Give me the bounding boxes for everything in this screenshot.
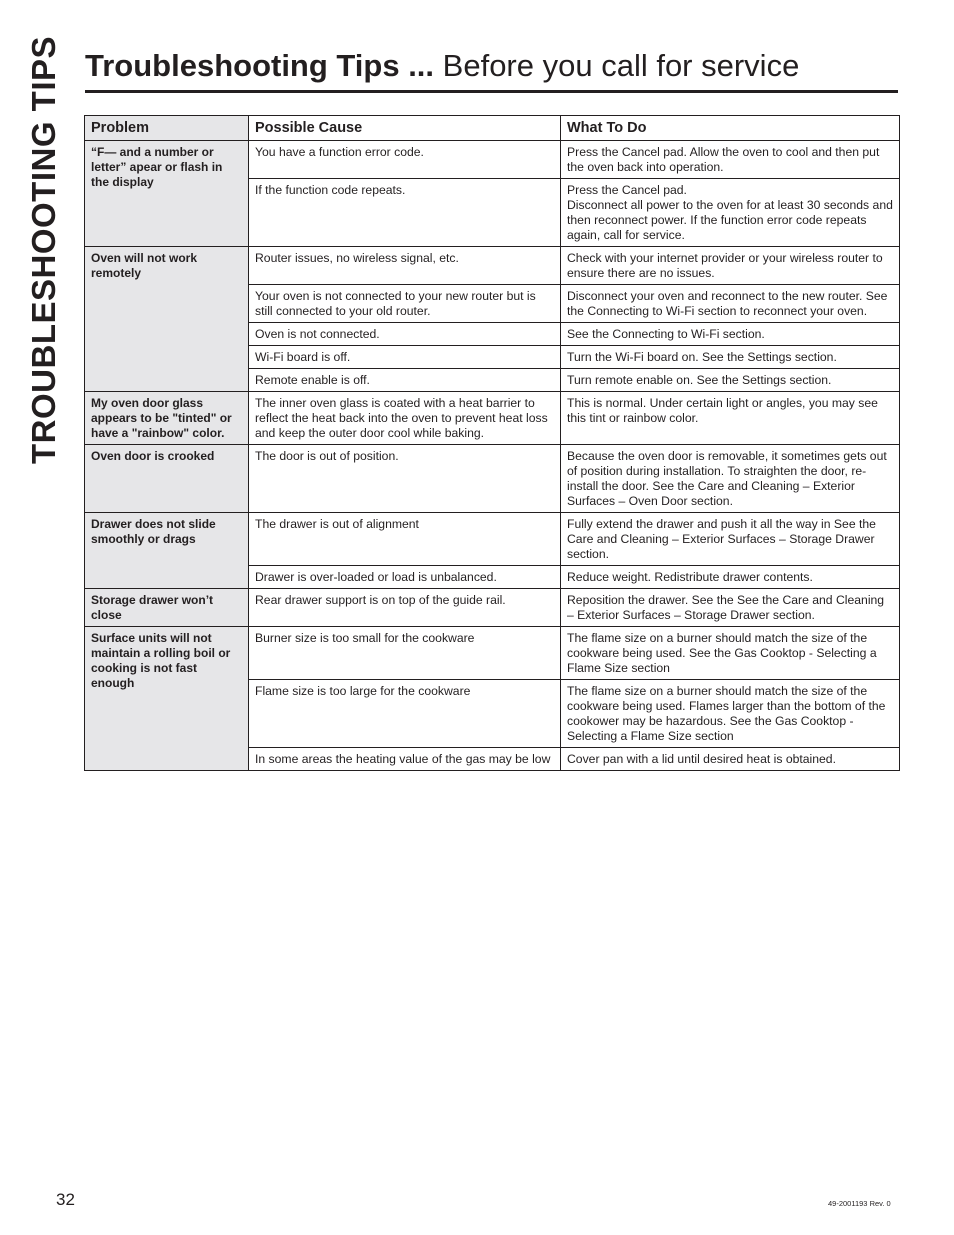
- todo-cell: Disconnect your oven and reconnect to the new router. See the Connecting to Wi-Fi section to reconnect your oven.: [561, 285, 900, 323]
- page-title-bold: Troubleshooting Tips ...: [85, 48, 435, 83]
- table-row: [85, 627, 900, 680]
- table-row: [85, 445, 900, 513]
- table-header-row: [85, 116, 900, 141]
- todo-cell: This is normal. Under certain light or angles, you may see this tint or rainbow color.: [561, 392, 900, 445]
- problem-cell: Oven door is crooked: [85, 445, 249, 513]
- cause-cell: Rear drawer support is on top of the guide rail.: [249, 589, 561, 627]
- column-header-todo: What To Do: [561, 116, 900, 141]
- side-section-tab: [25, 35, 63, 465]
- cause-cell: The drawer is out of alignment: [249, 513, 561, 566]
- todo-cell: Turn the Wi-Fi board on. See the Settings section.: [561, 346, 900, 369]
- table-row: [85, 589, 900, 627]
- table-body: [85, 141, 900, 771]
- table-row: [85, 513, 900, 566]
- troubleshooting-table: [84, 115, 900, 771]
- todo-cell: The flame size on a burner should match the size of the cookware being used. See the Gas Cooktop - Selecting a Flame Size section: [561, 627, 900, 680]
- problem-cell: Storage drawer won’t close: [85, 589, 249, 627]
- problem-cell: “F— and a number or letter” apear or flash in the display: [85, 141, 249, 247]
- todo-cell: Reposition the drawer. See the See the Care and Cleaning – Exterior Surfaces – Storage Drawer section.: [561, 589, 900, 627]
- problem-cell: My oven door glass appears to be "tinted" or have a "rainbow" color.: [85, 392, 249, 445]
- cause-cell: Router issues, no wireless signal, etc.: [249, 247, 561, 285]
- cause-cell: In some areas the heating value of the gas may be low: [249, 748, 561, 771]
- cause-cell: Remote enable is off.: [249, 369, 561, 392]
- table-row: [85, 141, 900, 179]
- cause-cell: The door is out of position.: [249, 445, 561, 513]
- problem-cell: Surface units will not maintain a rolling boil or cooking is not fast enough: [85, 627, 249, 771]
- todo-cell: The flame size on a burner should match the size of the cookware being used. Flames larger than the bottom of the cookower may be hazardous. See the Gas Cooktop - Selecting a Flame Size section: [561, 680, 900, 748]
- page-header: [85, 46, 898, 93]
- cause-cell: Your oven is not connected to your new router but is still connected to your old router.: [249, 285, 561, 323]
- todo-cell: Turn remote enable on. See the Settings section.: [561, 369, 900, 392]
- page-title-rest: Before you call for service: [434, 48, 800, 83]
- problem-cell: Oven will not work remotely: [85, 247, 249, 392]
- todo-cell: Fully extend the drawer and push it all the way in See the Care and Cleaning – Exterior Surfaces – Storage Drawer section.: [561, 513, 900, 566]
- page-number: 32: [56, 1190, 75, 1209]
- cause-cell: Wi-Fi board is off.: [249, 346, 561, 369]
- todo-cell: Cover pan with a lid until desired heat is obtained.: [561, 748, 900, 771]
- problem-cell: Drawer does not slide smoothly or drags: [85, 513, 249, 589]
- column-header-cause: Possible Cause: [249, 116, 561, 141]
- todo-cell: Reduce weight. Redistribute drawer contents.: [561, 566, 900, 589]
- todo-cell: Check with your internet provider or your wireless router to ensure there are no issues.: [561, 247, 900, 285]
- todo-cell: Press the Cancel pad. Allow the oven to cool and then put the oven back into operation.: [561, 141, 900, 179]
- cause-cell: The inner oven glass is coated with a heat barrier to reflect the heat back into the oven to prevent heat loss and keep the outer door cool while baking.: [249, 392, 561, 445]
- document-code: 49-2001193 Rev. 0: [828, 1199, 891, 1208]
- column-header-problem: Problem: [85, 116, 249, 141]
- page-title: [85, 46, 898, 86]
- cause-cell: Oven is not connected.: [249, 323, 561, 346]
- todo-cell: Press the Cancel pad. Disconnect all power to the oven for at least 30 seconds and then reconnect power. If the function error code repeats again, call for service.: [561, 179, 900, 247]
- cause-cell: Drawer is over-loaded or load is unbalanced.: [249, 566, 561, 589]
- cause-cell: If the function code repeats.: [249, 179, 561, 247]
- cause-cell: Flame size is too large for the cookware: [249, 680, 561, 748]
- cause-cell: Burner size is too small for the cookware: [249, 627, 561, 680]
- table-row: [85, 247, 900, 285]
- todo-cell: Because the oven door is removable, it sometimes gets out of position during installation. To straighten the door, re-install the door. See the Care and Cleaning – Exterior Surfaces – Oven Door section.: [561, 445, 900, 513]
- todo-cell: See the Connecting to Wi-Fi section.: [561, 323, 900, 346]
- table-row: [85, 392, 900, 445]
- side-section-tab-label: TROUBLESHOOTING TIPS: [25, 35, 63, 465]
- cause-cell: You have a function error code.: [249, 141, 561, 179]
